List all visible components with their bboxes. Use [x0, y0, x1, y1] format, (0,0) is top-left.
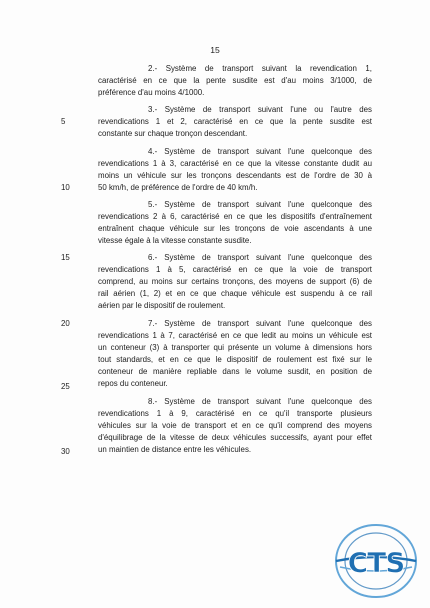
claim-4-line-3: moins un véhicule sur les tronçons descendants est de l'ordre de 30 à: [98, 171, 372, 180]
claim-3-line-2: revendications 1 et 2, caractérisé en ce que la pente susdite est: [98, 117, 372, 126]
claim-4-line-2: revendications 1 à 3, caractérisé en ce que la vitesse constante dudit au: [98, 159, 372, 168]
claim-3-line-3: constante sur chaque tronçon descendant.: [98, 129, 248, 138]
claim-6-line-1: 6.- Système de transport suivant l'une quelconque des: [148, 253, 372, 262]
claim-2-line-3: préférence d'au moins 4/1000.: [98, 88, 205, 97]
claim-6-line-5: aérien par le dispositif de roulement.: [98, 301, 226, 310]
page-number: 15: [210, 45, 220, 55]
claim-5-line-3: entraînent chaque véhicule sur les tronçons de voie ascendants à une: [98, 224, 372, 233]
claim-3-line-1: 3.- Système de transport suivant l'une ou l'autre des: [148, 105, 372, 114]
margin-line-number: 30: [61, 447, 70, 456]
claim-8-line-5: un maintien de distance entre les véhicules.: [98, 445, 252, 454]
margin-line-number: 15: [61, 253, 70, 262]
claim-5-line-4: vitesse égale à la vitesse constante susdite.: [98, 236, 252, 245]
claim-8-line-1: 8.- Système de transport suivant l'une quelconque des: [148, 397, 372, 406]
claim-7-line-1: 7.- Système de transport suivant l'une quelconque des: [148, 319, 372, 328]
claim-4-line-1: 4.- Système de transport suivant l'une quelconque des: [148, 147, 372, 156]
claim-5-line-1: 5.- Système de transport suivant l'une quelconque des: [148, 200, 372, 209]
cts-logo: [332, 522, 420, 600]
claim-2-line-1: 2.- Système de transport suivant la revendication 1,: [148, 64, 372, 73]
claim-7-line-4: tout standards, et en ce que le dispositif de roulement est fixé sur le: [98, 355, 372, 364]
claim-7-line-2: revendications 1 à 7, caractérisé en ce que ledit au moins un véhicule est: [98, 331, 372, 340]
claim-8-line-4: d'équilibrage de la vitesse de deux véhicules successifs, ayant pour effet: [98, 433, 372, 442]
claim-2-line-2: caractérisé en ce que la pente susdite est d'au moins 3/1000, de: [98, 76, 372, 85]
margin-line-number: 5: [61, 117, 66, 126]
claim-7-line-3: un conteneur (3) à transporter qui présente un volume à dimensions hors: [98, 343, 372, 352]
logo-letters: CTS: [347, 546, 405, 579]
claim-6-line-4: rail aérien (1, 2) et en ce que chaque véhicule est suspendu à ce rail: [98, 289, 372, 298]
margin-line-number: 25: [61, 382, 70, 391]
claim-4-line-4: 50 km/h, de préférence de l'ordre de 40 km/h.: [98, 183, 258, 192]
claim-8-line-3: véhicules sur la voie de transport et en ce qu'il comprend des moyens: [98, 421, 372, 430]
claim-5-line-2: revendications 2 à 6, caractérisé en ce que les dispositifs d'entraînement: [98, 212, 372, 221]
claim-7-line-5: conteneur de manière repliable dans le volume susdit, en position de: [98, 367, 372, 376]
claim-8-line-2: revendications 1 à 9, caractérisé en ce qu'il transporte plusieurs: [98, 409, 372, 418]
claim-6-line-2: revendications 1 à 5, caractérisé en ce que la voie de transport: [98, 265, 372, 274]
margin-line-number: 10: [61, 183, 70, 192]
claim-7-line-6: repos du conteneur.: [98, 379, 168, 388]
claim-6-line-3: comprend, au moins sur certains tronçons, des moyens de support (6) de: [98, 277, 372, 286]
margin-line-number: 20: [61, 319, 70, 328]
